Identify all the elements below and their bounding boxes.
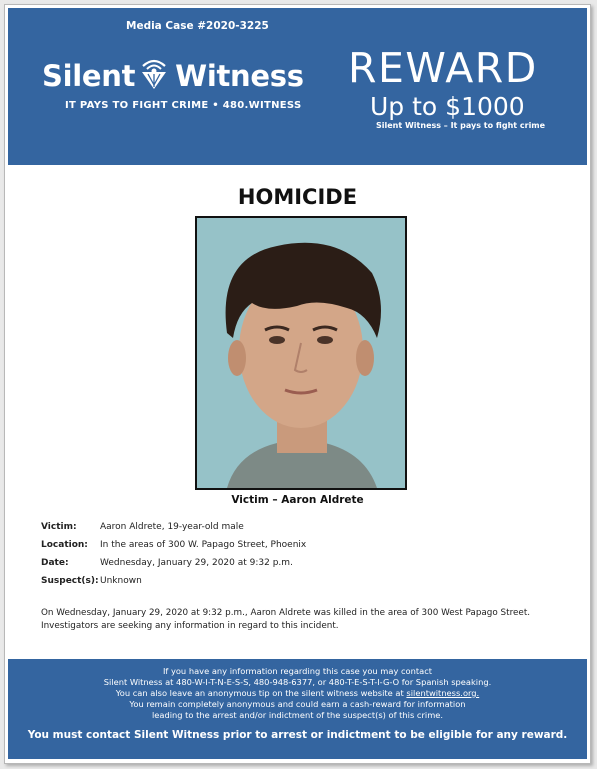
footer-banner <box>8 659 587 759</box>
detail-label: Location: <box>41 540 88 550</box>
reward-title: REWARD <box>348 44 538 92</box>
footer-line-text: You can also leave an anonymous tip on the silent witness website at <box>115 688 407 698</box>
photo-caption: Victim – Aaron Aldrete <box>231 494 364 506</box>
case-narrative: On Wednesday, January 29, 2020 at 9:32 p.m., Aaron Aldrete was killed in the area of 300 West Papago Street. Investigators are seeking any information in regard to this incident. <box>41 608 531 631</box>
victim-photo <box>195 216 407 490</box>
victim-portrait-image <box>197 218 405 488</box>
detail-value: In the areas of 300 W. Papago Street, Phoenix <box>100 540 307 550</box>
detail-value: Wednesday, January 29, 2020 at 9:32 p.m. <box>100 558 293 568</box>
media-case-number: Media Case #2020-3225 <box>126 20 269 32</box>
silent-witness-logo <box>42 58 304 93</box>
silent-witness-emblem-icon <box>139 58 169 90</box>
header-banner <box>8 8 587 165</box>
page-title: HOMICIDE <box>237 185 358 209</box>
logo-text-right: Witness <box>175 59 304 93</box>
reward-amount: Up to $1000 <box>370 92 525 121</box>
footer-line: You remain completely anonymous and could earn a cash-reward for information <box>129 699 466 709</box>
footer-line: Silent Witness at 480-W-I-T-N-E-S-S, 480-948-6377, or 480-T-E-S-T-I-G-O for Spanish speaking. <box>103 677 492 687</box>
detail-value: Aaron Aldrete, 19-year-old male <box>100 522 244 532</box>
logo-text-left: Silent <box>42 59 136 93</box>
logo-tagline: IT PAYS TO FIGHT CRIME • 480.WITNESS <box>65 100 302 111</box>
website-link[interactable]: silentwitness.org. <box>406 688 480 698</box>
footer-line <box>8 688 587 699</box>
footer-eligibility-notice: You must contact Silent Witness prior to arrest or indictment to be eligible for any reward. <box>27 729 568 741</box>
detail-label: Date: <box>41 558 69 568</box>
detail-value: Unknown <box>100 576 142 586</box>
footer-line: If you have any information regarding this case you may contact <box>162 666 433 676</box>
flyer-page <box>4 4 591 764</box>
detail-label: Victim: <box>41 522 77 532</box>
reward-subtitle: Silent Witness – It pays to fight crime <box>376 121 546 130</box>
footer-line: leading to the arrest and/or indictment of the suspect(s) of this crime. <box>151 710 444 720</box>
detail-label: Suspect(s): <box>41 576 99 586</box>
